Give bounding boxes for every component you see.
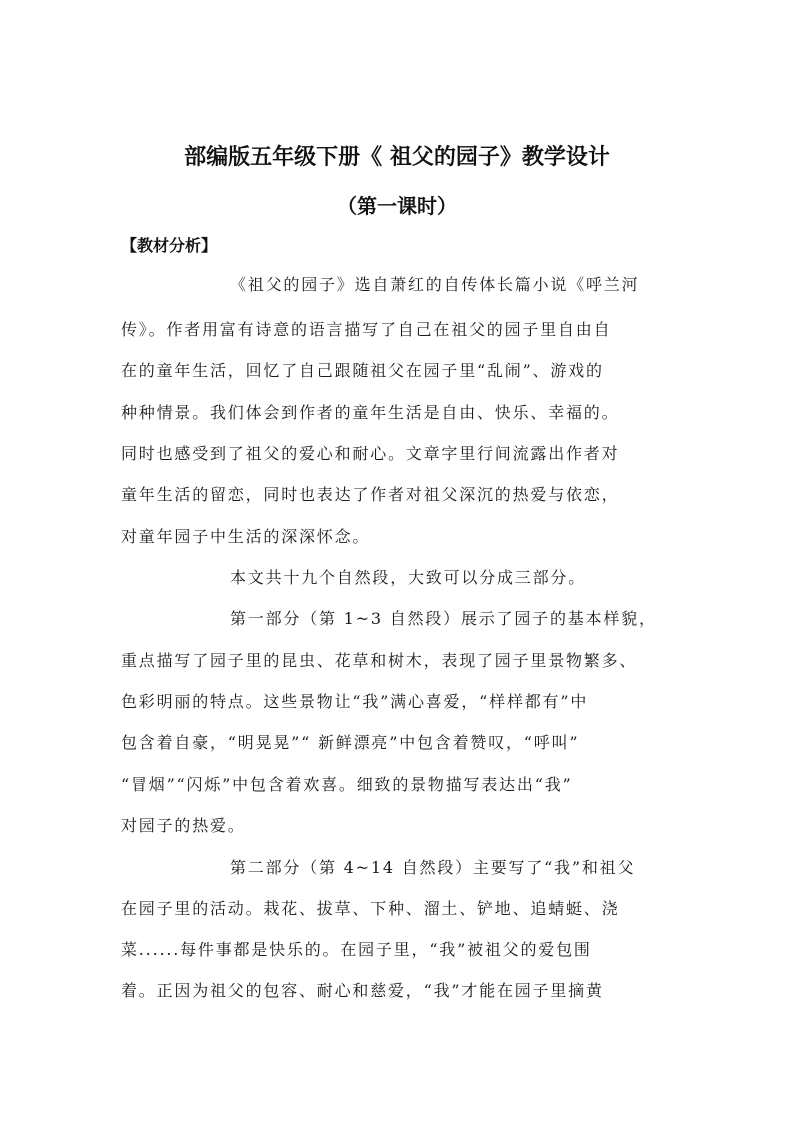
paragraph-line: 在的童年生活，回忆了自己跟随祖父在园子里“乱闹”、游戏的: [121, 361, 604, 380]
paragraph-line: 传》。作者用富有诗意的语言描写了自己在祖父的园子里自由自: [121, 320, 612, 339]
section-heading: 【教材分析】: [121, 236, 218, 255]
paragraph-line: 同时也感受到了祖父的爱心和耐心。文章字里行间流露出作者对: [121, 444, 620, 463]
paragraph-line: “冒烟”“闪烁”中包含着欢喜。细致的景物描写表达出“我”: [121, 775, 573, 794]
paragraph-line: 在园子里的活动。栽花、拔草、下种、溜土、铲地、追蜻蜓、浇: [121, 899, 620, 918]
document-title: 部编版五年级下册《 祖父的园子》教学设计: [184, 145, 610, 170]
paragraph-line: 菜......每件事都是快乐的。在园子里，“我”被祖父的爱包围: [121, 940, 592, 959]
paragraph-line: 重点描写了园子里的昆虫、花草和树木，表现了园子里景物繁多、: [121, 651, 638, 670]
paragraph-line: 第二部分（第 4~14 自然段）主要写了“我”和祖父: [230, 858, 636, 877]
paragraph-line: 着。正因为祖父的包容、耐心和慈爱，“我”才能在园子里摘黄: [121, 981, 604, 1000]
document-subtitle: （第一课时）: [337, 194, 457, 218]
paragraph-line: 包含着自豪，“明晃晃”“ 新鲜漂亮”中包含着赞叹，“呼叫”: [121, 733, 580, 752]
paragraph-line: 本文共十九个自然段，大致可以分成三部分。: [230, 568, 587, 587]
paragraph-line: 对童年园子中生活的深深怀念。: [121, 527, 371, 546]
paragraph-line: 《祖父的园子》选自萧红的自传体长篇小说《呼兰河: [230, 275, 640, 294]
paragraph-line: 童年生活的留恋，同时也表达了作者对祖父深沉的热爱与依恋，: [121, 485, 620, 504]
paragraph-line: 第一部分（第 1~3 自然段）展示了园子的基本样貌，: [230, 609, 657, 628]
paragraph-line: 种种情景。我们体会到作者的童年生活是自由、快乐、幸福的。: [121, 403, 620, 422]
paragraph-line: 色彩明丽的特点。这些景物让“我”满心喜爱，“样样都有”中: [121, 692, 589, 711]
paragraph-line: 对园子的热爱。: [121, 816, 246, 835]
